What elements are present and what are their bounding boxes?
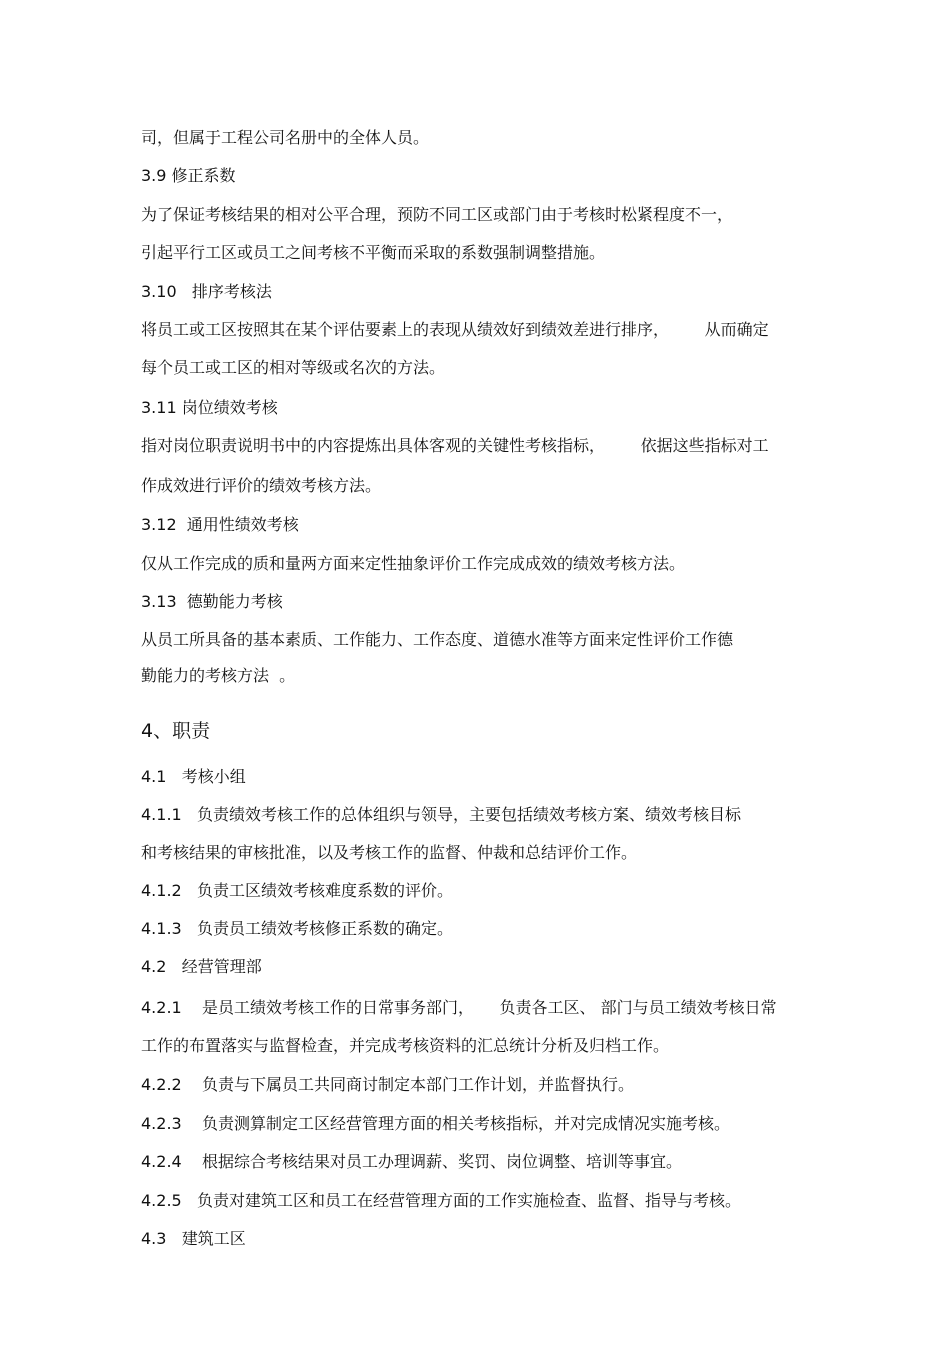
section-heading-4-1: 4.1 考核小组 — [141, 767, 246, 786]
text-line: 作成效进行评价的绩效考核方法。 — [141, 476, 382, 495]
text-line: 4.2.5 负责对建筑工区和员工在经营管理方面的工作实施检查、监督、指导与考核。 — [141, 1191, 741, 1210]
text-line: 勤能力的考核方法 。 — [141, 666, 296, 685]
text-line: 每个员工或工区的相对等级或名次的方法。 — [141, 358, 446, 377]
text-line: 和考核结果的审核批准，以及考核工作的监督、仲裁和总结评价工作。 — [141, 843, 638, 862]
section-heading-4-3: 4.3 建筑工区 — [141, 1229, 246, 1248]
text-line: 引起平行工区或员工之间考核不平衡而采取的系数强制调整措施。 — [141, 243, 606, 262]
section-heading-3-9: 3.9 修正系数 — [141, 166, 236, 185]
text-line: 4.2.2 负责与下属员工共同商讨制定本部门工作计划，并监督执行。 — [141, 1075, 635, 1094]
section-heading-3-11: 3.11 岗位绩效考核 — [141, 398, 278, 417]
section-heading-4-2: 4.2 经营管理部 — [141, 957, 262, 976]
section-heading-3-13: 3.13 德勤能力考核 — [141, 592, 283, 611]
text-line: 仅从工作完成的质和量两方面来定性抽象评价工作完成成效的绩效考核方法。 — [141, 554, 686, 573]
text-line: 将员工或工区按照其在某个评估要素上的表现从绩效好到绩效差进行排序， 从而确定 — [141, 320, 769, 339]
text-line: 4.1.3 负责员工绩效考核修正系数的确定。 — [141, 919, 453, 938]
text-line: 司，但属于工程公司名册中的全体人员。 — [141, 128, 430, 147]
section-heading-3-12: 3.12 通用性绩效考核 — [141, 515, 299, 534]
text-line: 工作的布置落实与监督检查，并完成考核资料的汇总统计分析及归档工作。 — [141, 1036, 670, 1055]
text-line: 指对岗位职责说明书中的内容提炼出具体客观的关键性考核指标， 依据这些指标对工 — [141, 436, 769, 455]
chapter-heading-4: 4、职责 — [141, 720, 211, 742]
text-line: 为了保证考核结果的相对公平合理，预防不同工区或部门由于考核时松紧程度不一， — [141, 205, 734, 224]
text-line: 4.1.1 负责绩效考核工作的总体组织与领导，主要包括绩效考核方案、绩效考核目标 — [141, 805, 741, 824]
text-line: 4.2.1 是员工绩效考核工作的日常事务部门， 负责各工区、 部门与员工绩效考核日常 — [141, 998, 777, 1017]
text-line: 从员工所具备的基本素质、工作能力、工作态度、道德水准等方面来定性评价工作德 — [141, 630, 734, 649]
text-line: 4.1.2 负责工区绩效考核难度系数的评价。 — [141, 881, 453, 900]
text-line: 4.2.4 根据综合考核结果对员工办理调薪、奖罚、岗位调整、培训等事宜。 — [141, 1152, 683, 1171]
text-line: 4.2.3 负责测算制定工区经营管理方面的相关考核指标，并对完成情况实施考核。 — [141, 1114, 731, 1133]
section-heading-3-10: 3.10 排序考核法 — [141, 282, 272, 301]
